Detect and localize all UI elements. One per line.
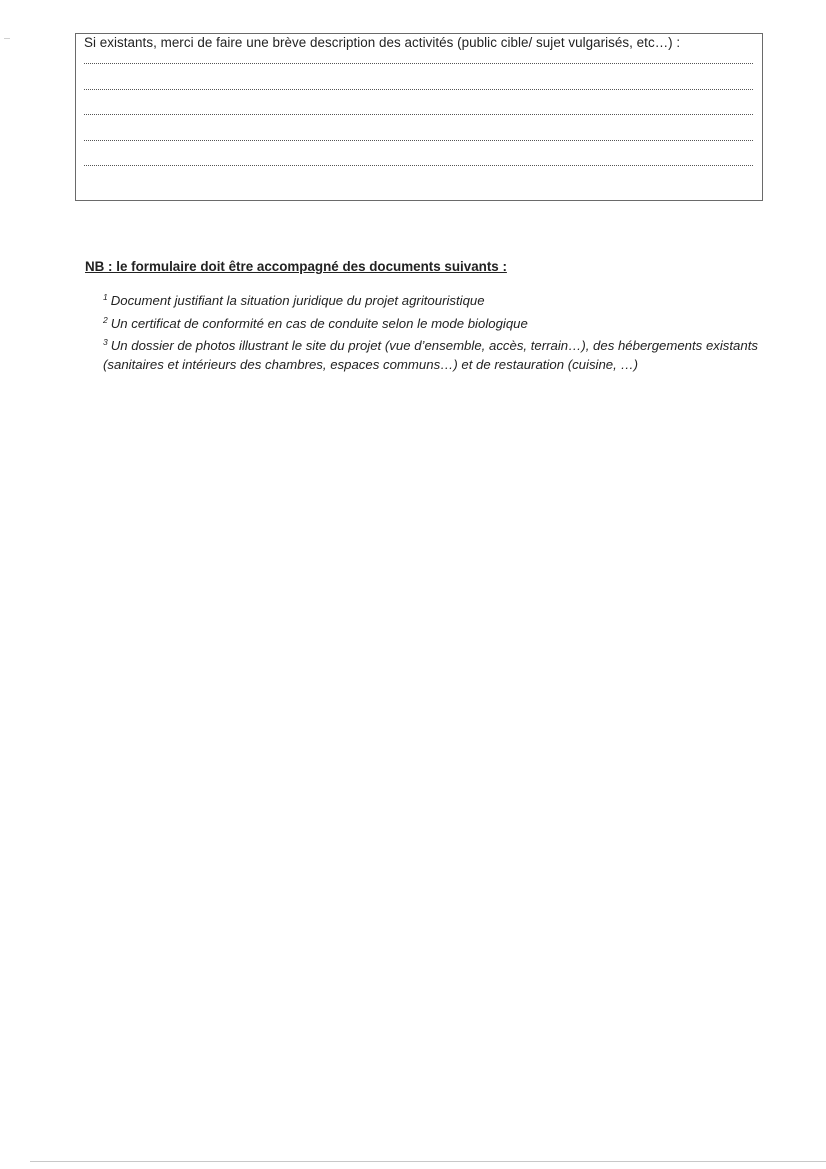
activities-description-box bbox=[75, 33, 763, 201]
answer-line-3[interactable] bbox=[84, 114, 753, 115]
nb-title: NB : le formulaire doit être accompagné des documents suivants : bbox=[85, 259, 507, 274]
footnote-number: 2 bbox=[103, 314, 108, 325]
answer-line-2[interactable] bbox=[84, 89, 753, 90]
page-bottom-rule bbox=[30, 1161, 826, 1162]
activities-description-prompt: Si existants, merci de faire une brève description des activités (public cible/ sujet vulgarisés, etc…) : bbox=[84, 35, 681, 50]
required-document-text: Un certificat de conformité en cas de conduite selon le mode biologique bbox=[110, 315, 528, 331]
margin-mark bbox=[4, 38, 10, 39]
required-document-text: Document justifiant la situation juridique du projet agritouristique bbox=[110, 293, 485, 308]
footnote-number: 1 bbox=[103, 292, 108, 302]
answer-line-5[interactable] bbox=[84, 165, 753, 166]
footnote-number: 3 bbox=[103, 337, 108, 347]
required-document-item bbox=[103, 333, 763, 374]
answer-line-4[interactable] bbox=[84, 140, 753, 141]
required-document-item bbox=[103, 288, 763, 311]
required-document-item bbox=[103, 311, 763, 334]
answer-line-1[interactable] bbox=[84, 63, 753, 64]
required-document-text: Un dossier de photos illustrant le site du projet (vue d’ensemble, accès, terrain…), des hébergements existants (sanitaires et intérieurs des chambres, espaces communs…) et de restauration (cuisine, …) bbox=[103, 338, 758, 372]
required-documents-list bbox=[103, 288, 763, 374]
